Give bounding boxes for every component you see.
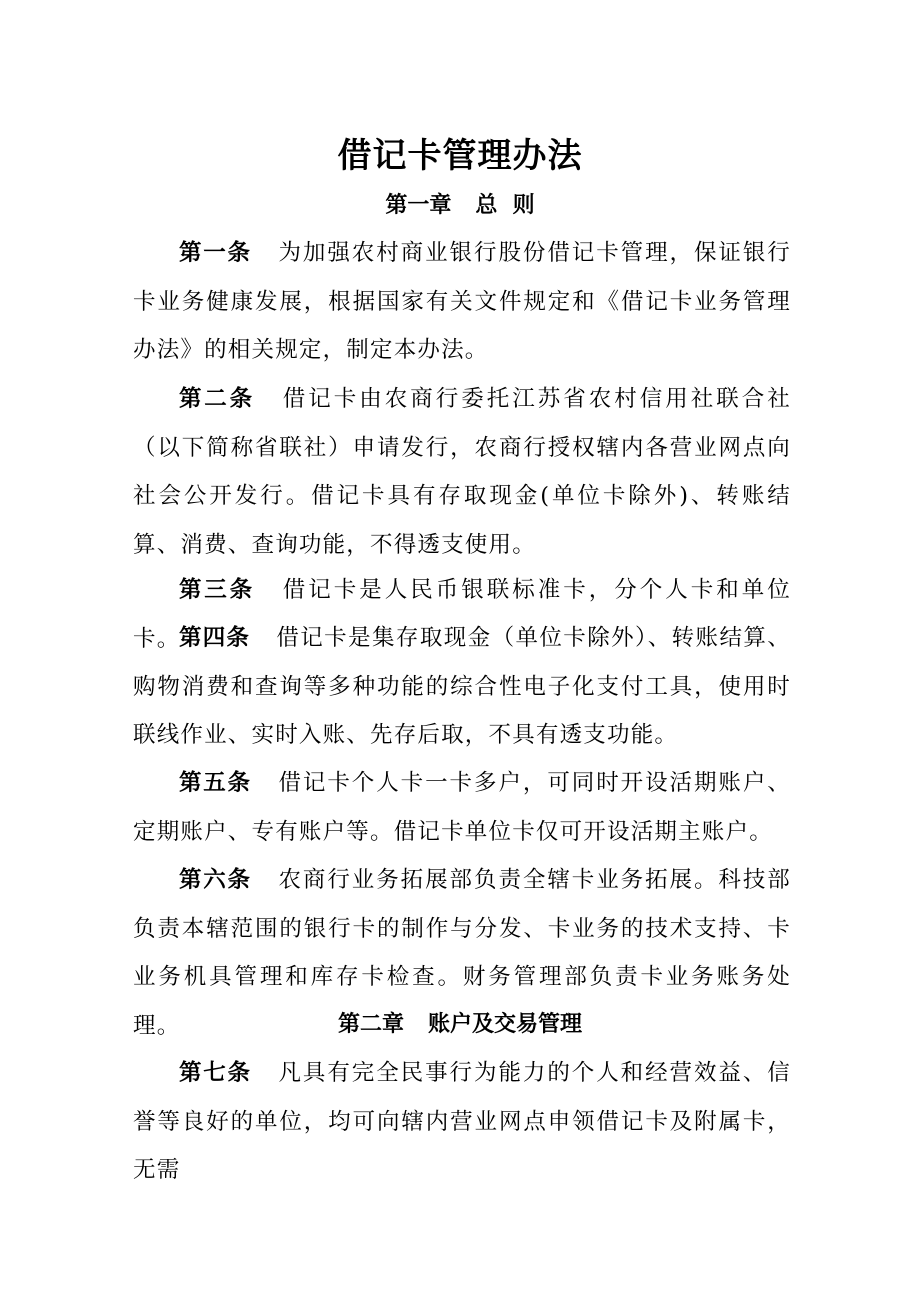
article-number: 第三条	[179, 577, 255, 603]
article-text: 为加强农村商业银行股份借记卡管理，保证银行卡业务健康发展，根据国家有关文件规定和《借记卡业务管理办法》的相关规定，制定本办法。	[133, 240, 791, 364]
chapter-label: 第一章	[385, 192, 452, 218]
article-number: 第五条	[179, 770, 252, 796]
article-number: 第四条	[179, 625, 251, 651]
article-number: 第二条	[179, 386, 255, 412]
article-text: 借记卡个人卡一卡多户，可同时开设活期账户、定期账户、专有账户等。借记卡单位卡仅可开设活期主账户。	[133, 770, 791, 845]
article-text: 借记卡是人民币银联标准卡，分个人卡和单位卡。	[133, 577, 791, 652]
article-paragraph	[133, 229, 791, 375]
article-number: 第一条	[179, 240, 252, 266]
article-number: 第六条	[179, 867, 252, 893]
chapter-label: 第二章	[337, 1011, 404, 1037]
chapter-heading-1	[0, 185, 920, 225]
article-paragraph	[133, 759, 791, 856]
chapter-heading-2	[0, 1004, 920, 1044]
article-text: 农商行业务拓展部负责全辖卡业务拓展。科技部负责本辖范围的银行卡的制作与分发、卡业务的技术支持、卡业务机具管理和库存卡检查。财务管理部负责卡业务账务处理。	[133, 867, 791, 1039]
article-number: 第七条	[179, 1060, 252, 1086]
document-title: 借记卡管理办法	[337, 136, 583, 176]
article-text: 借记卡由农商行委托江苏省农村信用社联合社（以下简称省联社）申请发行，农商行授权辖内各营业网点向社会公开发行。借记卡具有存取现金(单位卡除外)、转账结算、消费、查询功能，不得透支使用。	[133, 386, 791, 558]
article-text: 凡具有完全民事行为能力的个人和经营效益、信誉等良好的单位，均可向辖内营业网点申领借记卡及附属卡，无需	[133, 1060, 791, 1184]
article-text: 借记卡是集存取现金（单位卡除外）、转账结算、购物消费和查询等多种功能的综合性电子化支付工具，使用时联线作业、实时入账、先存后取，不具有透支功能。	[133, 625, 791, 749]
article-paragraph	[133, 375, 791, 569]
article-paragraph	[133, 1049, 791, 1195]
chapter-name: 账户及交易管理	[428, 1011, 583, 1037]
chapter-name: 总 则	[475, 192, 535, 218]
article-paragraph	[133, 614, 791, 760]
